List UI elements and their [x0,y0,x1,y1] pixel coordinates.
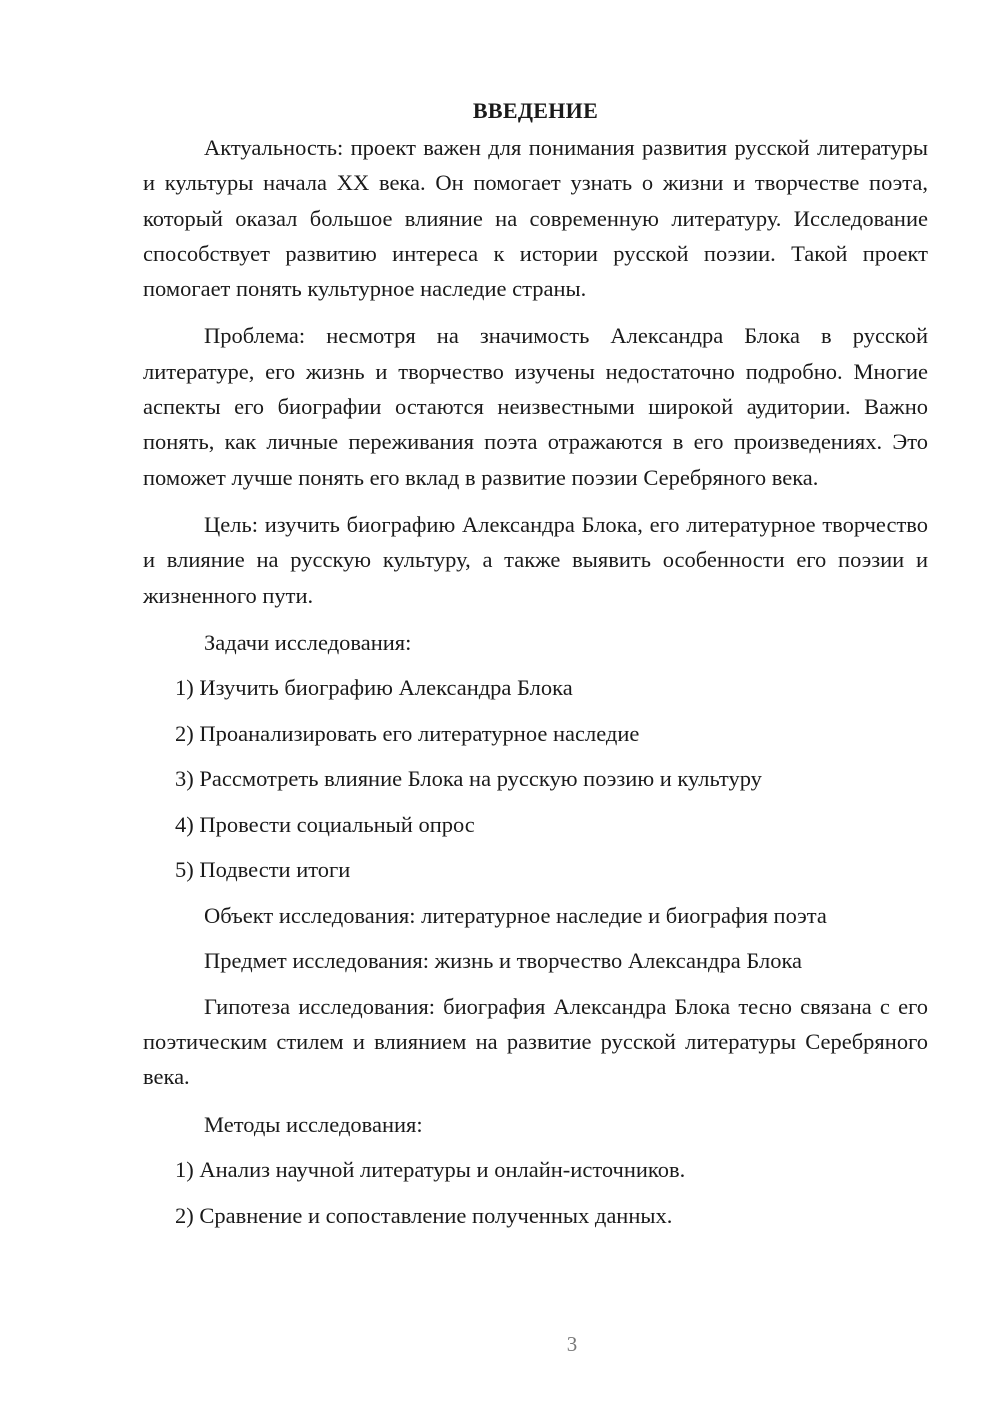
task-item: 5) Подвести итоги [175,857,351,883]
page-number: 3 [566,1332,578,1356]
hypothesis-paragraph: Гипотеза исследования: биография Александра Блока тесно связана с его поэтическим стилем и влиянием на развитие русской литературы Серебряного века. [143,993,928,1090]
page-content [143,96,928,1243]
task-item: 4) Провести социальный опрос [175,811,475,837]
task-item: 2) Проанализировать его литературное наследие [175,720,640,746]
method-item: 1) Анализ научной литературы и онлайн-источников. [175,1157,686,1183]
research-subject: Предмет исследования: жизнь и творчество Александра Блока [204,948,803,974]
section-title: ВВЕДЕНИЕ [472,98,599,123]
task-item: 1) Изучить биографию Александра Блока [175,675,573,701]
goal-paragraph: Цель: изучить биографию Александра Блока, его литературное творчество и влияние на русскую культуру, а также выявить особенности его поэзии и жизненного пути. [143,511,928,608]
tasks-heading: Задачи исследования: [204,629,412,655]
method-item: 2) Сравнение и сопоставление полученных данных. [175,1202,673,1228]
task-item: 3) Рассмотреть влияние Блока на русскую поэзию и культуру [175,766,762,792]
research-object: Объект исследования: литературное наследие и биография поэта [204,902,827,928]
methods-heading: Методы исследования: [204,1111,423,1137]
relevance-paragraph: Актуальность: проект важен для понимания развития русской литературы и культуры начала XX века. Он помогает узнать о жизни и творчестве поэта, который оказал большое влияние на современную литературу. Исследование способствует развитию интереса к истории русской поэзии. Такой проект помогает понять культурное наследие страны. [143,135,928,302]
problem-paragraph: Проблема: несмотря на значимость Александра Блока в русской литературе, его жизнь и творчество изучены недостаточно подробно. Многие аспекты его биографии остаются неизвестными широкой аудитории. Важно понять, как личные переживания поэта отражаются в его произведениях. Это поможет лучше понять его вклад в развитие поэзии Серебряного века. [143,323,928,490]
